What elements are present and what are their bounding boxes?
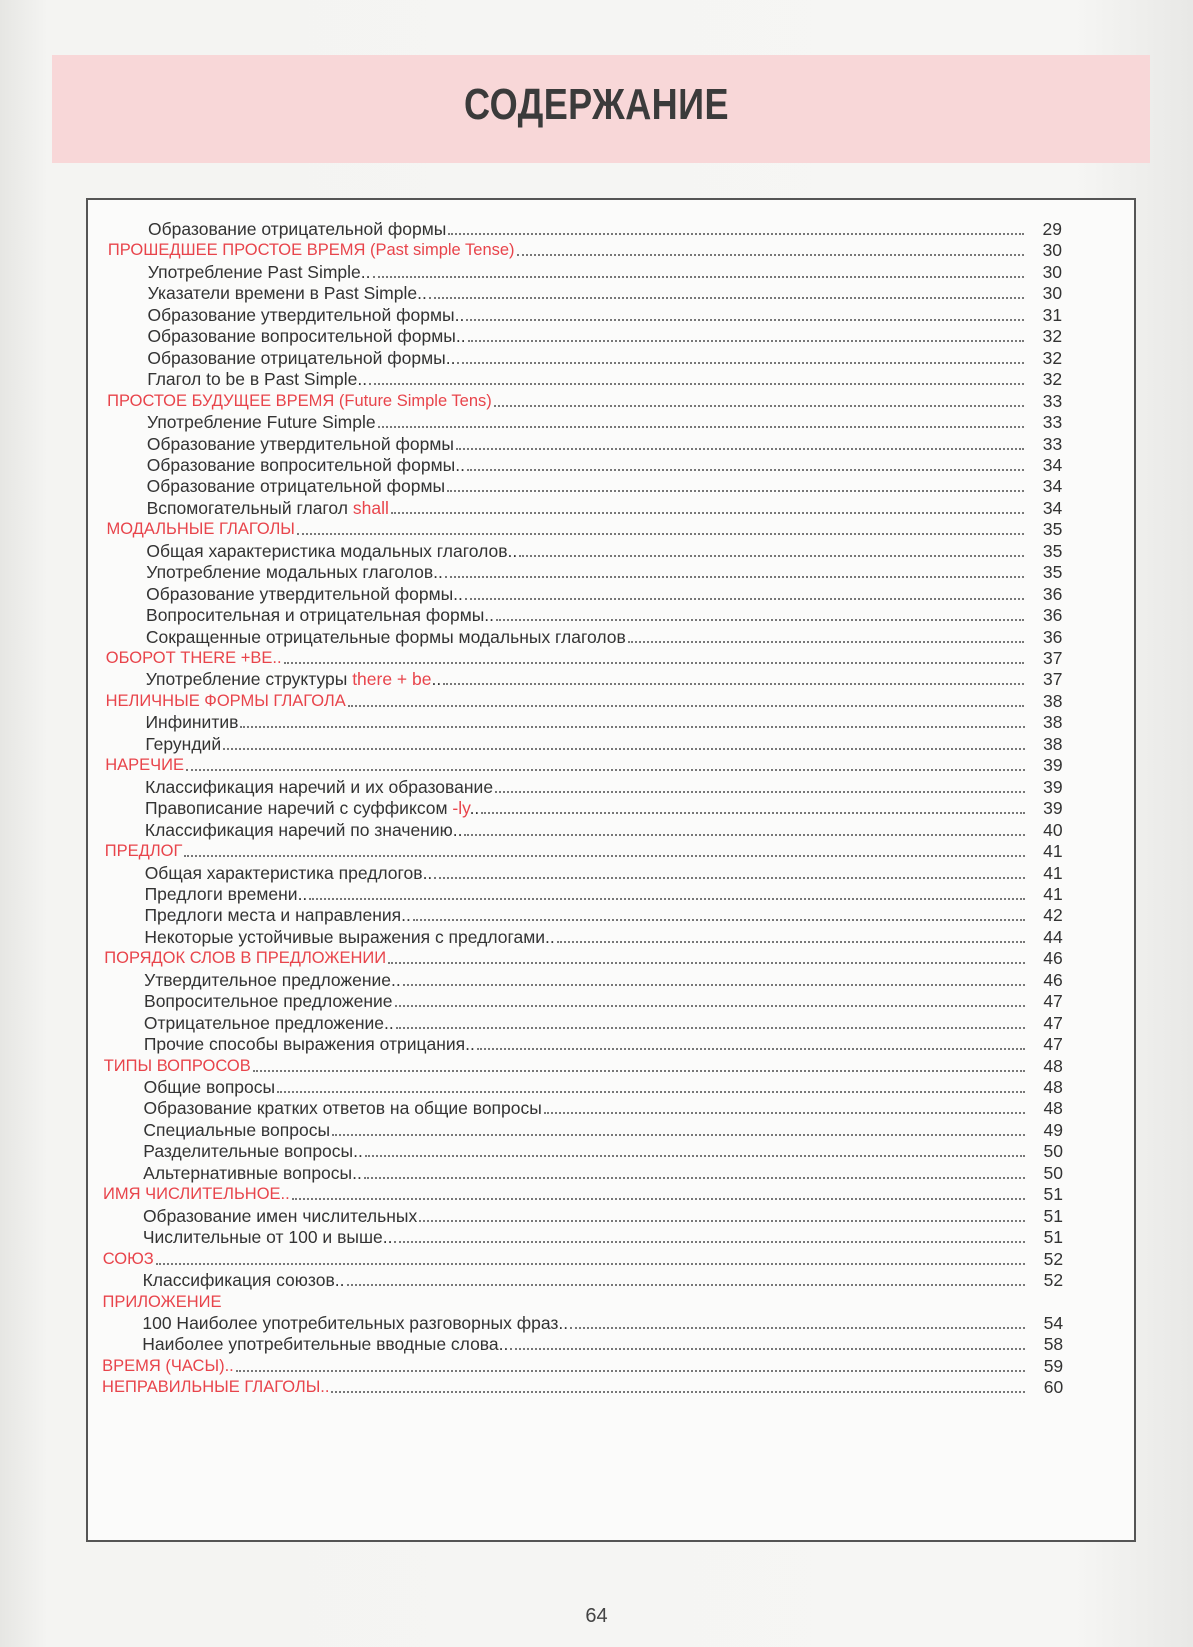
toc-label: Общие вопросы [143,1077,276,1097]
toc-page-number: 49 [1043,1119,1063,1140]
toc-page-number: 35 [1042,562,1063,583]
toc-page-number: 32 [1042,326,1063,347]
toc-page-number: 34 [1042,454,1063,475]
toc-entry-row [144,926,1062,948]
toc-leader-dots [391,508,1024,514]
toc-entry-row [145,819,1063,841]
toc-leader-dots [396,1023,1025,1029]
toc-page-number: 39 [1043,755,1063,776]
toc-leader-dots [365,1151,1025,1157]
toc-label: Образование утвердительной формы.. [147,304,465,325]
toc-label: Вспомогательный глагол shall [146,497,389,518]
toc-label: Классификация наречий по значению.. [144,819,463,840]
toc-leader-dots [284,658,1025,664]
toc-leader-dots [481,808,1024,814]
toc-leader-dots [517,250,1024,256]
toc-label: НАРЕЧИЕ [105,756,185,775]
toc-entry-row [142,1312,1063,1334]
toc-leader-dots [348,701,1025,707]
toc-page-number: 41 [1043,841,1063,862]
toc-label: Глагол to be в Past Simple.. [147,369,368,390]
toc-entry-row [146,583,1062,605]
toc-entry-row [147,411,1062,433]
toc-page-number: 54 [1043,1312,1064,1333]
toc-leader-dots [347,1280,1026,1286]
toc-entry-row [144,990,1063,1012]
toc-leader-dots [570,1323,1025,1329]
toc-section-row [104,947,1063,969]
toc-leader-dots [494,401,1024,407]
toc-page-number: 37 [1043,669,1063,690]
toc-entry-row [143,1119,1063,1141]
toc-section-row [105,754,1062,776]
toc-leader-dots [413,915,1025,921]
toc-entry-row [145,776,1062,798]
toc-entry-row [144,1033,1063,1055]
toc-page-number: 42 [1043,905,1063,926]
toc-page-number: 38 [1043,690,1063,711]
toc-page-number: 38 [1043,733,1063,754]
toc-page-number: 51 [1043,1205,1064,1226]
toc-page-number: 52 [1043,1270,1064,1291]
toc-label: Образование вопросительной формы.. [146,454,465,475]
toc-label: Образование вопросительной формы.. [147,326,466,347]
toc-label: ВРЕМЯ (ЧАСЫ).. [102,1356,234,1375]
toc-label: Специальные вопросы [143,1119,331,1140]
toc-page-number: 41 [1043,862,1063,883]
toc-section-row [103,1248,1063,1270]
toc-entry-row [145,797,1063,819]
toc-entry-row [148,218,1062,240]
toc-leader-dots [297,529,1024,535]
toc-section-row [106,647,1063,669]
toc-page-number: 47 [1043,991,1063,1012]
toc-section-row [104,1055,1063,1077]
toc-section-row [103,1183,1063,1205]
toc-label: Образование утвердительной формы.. [146,583,463,604]
toc-label: Употребление Future Simple [147,412,376,433]
toc-leader-dots [519,551,1024,557]
toc-leader-dots [557,937,1025,943]
toc-leader-dots [331,1387,1025,1393]
toc-page-number: 33 [1042,412,1063,433]
toc-leader-dots [464,830,1024,836]
toc-leader-dots [477,1044,1025,1050]
toc-page-number: 29 [1042,219,1062,239]
toc-page-number: 50 [1043,1141,1063,1162]
toc-label: Вопросительное предложение [144,991,393,1012]
toc-leader-dots [156,1259,1025,1265]
toc-entry-row [143,1226,1063,1248]
toc-entry-row [147,475,1063,497]
toc-page-number: 51 [1043,1227,1064,1248]
toc-label: 100 Наиболее употребительных разговорных фраз.. [142,1312,569,1333]
toc-page-number: 30 [1042,261,1063,282]
toc-page-number: 33 [1042,390,1063,411]
toc-page-number: 51 [1043,1184,1063,1205]
toc-entry-row [143,1162,1063,1184]
toc-label: МОДАЛЬНЫЕ ГЛАГОЛЫ [106,520,295,539]
toc-label: ПРОСТОЕ БУДУЩЕЕ ВРЕМЯ (Future Simple Tens) [107,391,492,410]
toc-leader-dots [457,358,1024,364]
toc-label: Предлоги места и направления.. [144,905,411,926]
toc-label: ПОРЯДОК СЛОВ В ПРЕДЛОЖЕНИИ [104,949,387,968]
toc-leader-dots [292,1194,1025,1200]
toc-entry-row [146,668,1063,690]
toc-label: Разделительные вопросы.. [143,1141,363,1162]
toc-entry-row [142,1333,1063,1355]
toc-entry-row [144,1012,1063,1034]
toc-page-number: 30 [1042,283,1063,304]
toc-label: ТИПЫ ВОПРОСОВ [103,1056,251,1075]
toc-label: ОБОРОТ THERE +BE.. [105,649,282,667]
toc-leader-dots [445,572,1025,578]
toc-leader-dots [495,787,1025,793]
toc-page-number: 32 [1042,369,1063,390]
toc-entry-row [145,711,1062,733]
toc-entry-row [144,1076,1063,1098]
toc-page-number: 46 [1043,948,1063,969]
toc-label: Образование имен числительных [142,1205,418,1226]
toc-entry-row [145,883,1063,905]
toc-section-row [102,1355,1063,1377]
toc-entry-row [145,862,1063,884]
toc-page-number: 38 [1043,712,1063,733]
toc-label: Образование отрицательной формы [148,219,447,239]
toc-label: Классификация наречий и их образование [145,776,494,797]
toc-label: Альтернативные вопросы.. [143,1162,362,1183]
toc-label: Употребление структуры there + be.. [145,669,442,690]
toc-leader-dots [236,1366,1025,1372]
toc-entry-row [144,904,1062,926]
toc-entry-row [147,325,1062,347]
toc-label: Сокращенные отрицательные формы модальных глаголов [145,626,626,647]
toc-label: Классификация союзов.. [142,1270,345,1291]
toc-leader-dots [434,873,1024,879]
toc-label: Прочие способы выражения отрицания.. [143,1034,475,1055]
toc-entry-row [144,969,1063,991]
toc-label: Образование утвердительной формы [146,433,454,454]
toc-leader-dots [468,336,1025,342]
toc-page-number: 44 [1043,926,1063,947]
toc-label: Указатели времени в Past Simple.. [147,283,427,304]
toc-page-number: 59 [1043,1355,1064,1376]
toc-page-number: 35 [1042,540,1063,561]
toc-label: Образование отрицательной формы.. [147,347,456,368]
toc-leader-dots [447,486,1024,492]
toc-leader-dots [395,1001,1025,1007]
toc-page-number: 36 [1042,605,1063,626]
toc-entry-row [146,626,1063,648]
toc-section-row [107,390,1062,412]
page-number: 64 [585,1605,608,1627]
toc-label: Общая характеристика модальных глаголов.. [146,540,518,561]
toc-label: Некоторые устойчивые выражения с предлогами.. [144,926,555,947]
toc-entry-row [146,540,1062,562]
toc-section-row [105,840,1063,862]
toc-section-row [108,239,1062,261]
toc-leader-dots [369,379,1024,385]
toc-page-number: 41 [1043,883,1063,904]
toc-entry-row [143,1097,1062,1119]
toc-entry-row [143,1140,1063,1162]
toc-entry-row [148,261,1062,283]
toc-page-number: 39 [1043,776,1063,797]
toc-entry-row [148,304,1063,326]
toc-leader-dots [373,272,1025,278]
toc-label: ИМЯ ЧИСЛИТЕЛЬНОЕ.. [103,1185,290,1204]
toc-leader-dots [456,444,1024,450]
toc-leader-dots [628,637,1025,643]
toc-entry-row [147,497,1063,519]
toc-page-number: 48 [1043,1077,1063,1097]
toc-entry-row [147,433,1062,455]
toc-page-number: 48 [1043,1098,1063,1119]
toc-entry-row [145,733,1062,755]
toc-leader-dots [332,1130,1025,1136]
toc-entry-row [147,454,1062,476]
toc-label: Числительные от 100 и выше.. [142,1227,393,1248]
toc-page-number: 37 [1042,648,1063,668]
toc-section-row [103,1291,1064,1313]
toc-page-number: 60 [1043,1377,1064,1398]
toc-page-number: 36 [1042,583,1063,604]
toc-page-number: 32 [1042,347,1063,368]
toc-leader-dots [186,765,1025,771]
toc-leader-dots [240,722,1024,728]
toc-label: Правописание наречий с суффиксом -ly.. [145,798,480,819]
toc-leader-dots [309,894,1024,900]
toc-page-number: 30 [1042,240,1063,261]
toc-entry-row [143,1205,1063,1227]
toc-page-number: 31 [1042,304,1063,325]
toc-leader-dots [448,229,1024,235]
toc-leader-dots [466,315,1024,321]
toc-leader-dots [419,1216,1025,1222]
toc-page-number: 50 [1043,1162,1063,1183]
toc-page-number: 47 [1043,1012,1063,1033]
toc-label: Предлоги времени.. [144,883,308,904]
toc-entry-row [147,347,1062,369]
toc-entry-row [147,368,1062,390]
toc-leader-dots [223,744,1024,750]
toc-page-number: 33 [1042,433,1063,454]
page-title: СОДЕРЖАНИЕ [464,80,729,129]
toc-page-number: 58 [1043,1334,1064,1355]
toc-label: Утвердительное предложение.. [144,969,401,990]
toc-label: Образование отрицательной формы [146,476,446,497]
toc-page-number: 34 [1042,476,1063,497]
toc-leader-dots [184,851,1024,857]
toc-label: НЕПРАВИЛЬНЫЕ ГЛАГОЛЫ.. [102,1378,330,1397]
toc-label: Инфинитив [145,712,239,733]
toc-label: Герундий [145,733,222,754]
toc-entry-row [146,561,1062,583]
toc-leader-dots [253,1066,1025,1072]
toc-label: Наиболее употребительные вводные слова.. [142,1334,509,1355]
toc-leader-dots [378,422,1025,428]
toc-label: Употребление модальных глаголов.. [146,562,443,583]
toc-leader-dots [496,615,1024,621]
toc-leader-dots [544,1108,1025,1114]
toc-page-number: 52 [1043,1248,1064,1269]
toc-leader-dots [388,958,1025,964]
toc-label: ПРЕДЛОГ [104,842,183,861]
toc-leader-dots [364,1173,1025,1179]
toc-label: Образование кратких ответов на общие вопросы [143,1098,542,1119]
toc-page-number: 34 [1042,497,1063,518]
toc-label: ПРИЛОЖЕНИЕ [102,1292,222,1311]
toc-page-number: 48 [1043,1055,1063,1076]
toc-section-row [106,518,1062,540]
toc-label: Общая характеристика предлогов.. [144,862,433,883]
table-of-contents [86,198,1136,1542]
toc-label: СОЮЗ [102,1249,154,1268]
toc-label: Употребление Past Simple.. [147,261,371,282]
toc-entry-row [148,282,1062,304]
toc-page-number: 46 [1043,969,1063,990]
toc-leader-dots [403,980,1025,986]
toc-leader-dots [394,1237,1025,1243]
toc-entry-row [143,1269,1063,1291]
toc-label: ПРОШЕДШЕЕ ПРОСТОЕ ВРЕМЯ (Past simple Tense) [107,241,515,260]
toc-label: Вопросительная и отрицательная формы.. [146,605,495,626]
toc-page-number: 35 [1042,519,1063,540]
toc-leader-dots [277,1087,1025,1093]
toc-leader-dots [467,465,1024,471]
toc-section-row [102,1376,1063,1398]
toc-label: НЕЛИЧНЫЕ ФОРМЫ ГЛАГОЛА [105,691,346,710]
toc-page-number: 39 [1043,798,1063,819]
toc-leader-dots [510,1344,1025,1350]
toc-leader-dots [429,293,1024,299]
toc-label: Отрицательное предложение.. [143,1012,394,1033]
toc-page-number: 47 [1043,1034,1063,1055]
toc-section-row [106,690,1063,712]
toc-leader-dots [465,594,1024,600]
toc-entry-row [146,604,1062,626]
toc-leader-dots [443,679,1024,685]
toc-page-number: 40 [1043,819,1063,840]
toc-page-number: 36 [1042,626,1063,647]
